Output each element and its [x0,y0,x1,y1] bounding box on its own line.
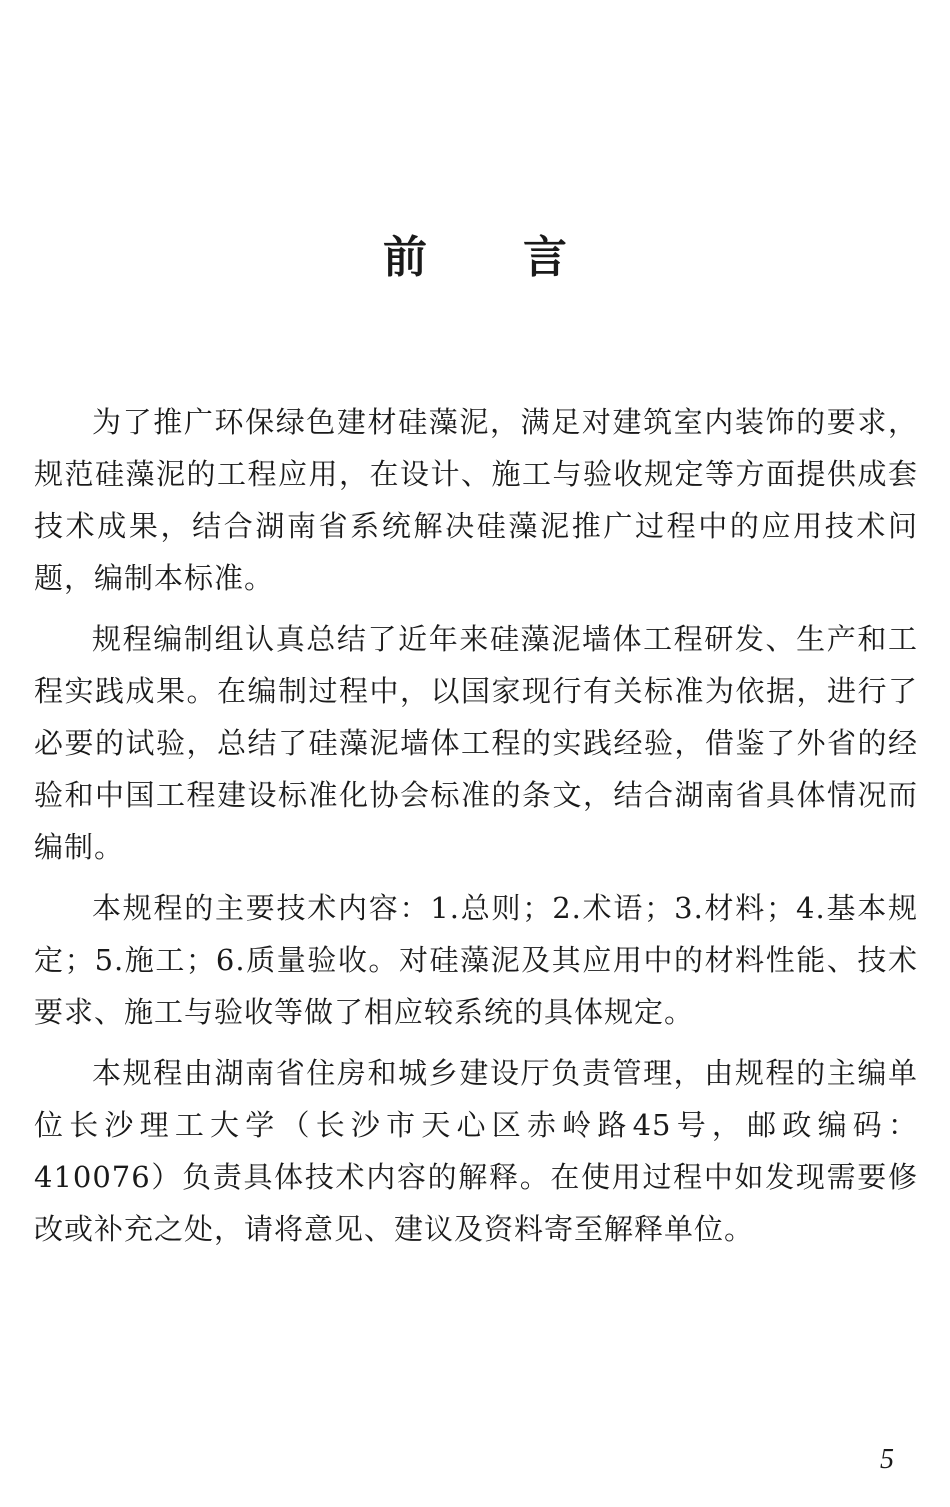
paragraph-2: 规程编制组认真总结了近年来硅藻泥墙体工程研发、生产和工程实践成果。在编制过程中，以国家现行有关标准为依据，进行了必要的试验，总结了硅藻泥墙体工程的实践经验，借鉴了外省的经验和中国工程建设标准化协会标准的条文，结合湖南省具体情况而编制。 [34,622,918,864]
page-number: 5 [880,1444,894,1475]
paragraph-4: 本规程由湖南省住房和城乡建设厅负责管理，由规程的主编单位长沙理工大学（长沙市天心区赤岭路45号，邮政编码：410076）负责具体技术内容的解释。在使用过程中如发现需要修改或补充之处，请将意见、建议及资料寄至解释单位。 [34,1056,918,1246]
page-title: 前言 [383,232,663,283]
paragraph-1: 为了推广环保绿色建材硅藻泥，满足对建筑室内装饰的要求，规范硅藻泥的工程应用，在设计、施工与验收规定等方面提供成套技术成果，结合湖南省系统解决硅藻泥推广过程中的应用技术问题，编制本标准。 [34,405,918,595]
paragraph-3: 本规程的主要技术内容：1.总则；2.术语；3.材料；4.基本规定；5.施工；6.质量验收。对硅藻泥及其应用中的材料性能、技术要求、施工与验收等做了相应较系统的具体规定。 [34,891,918,1029]
preface-body [34,396,918,1264]
